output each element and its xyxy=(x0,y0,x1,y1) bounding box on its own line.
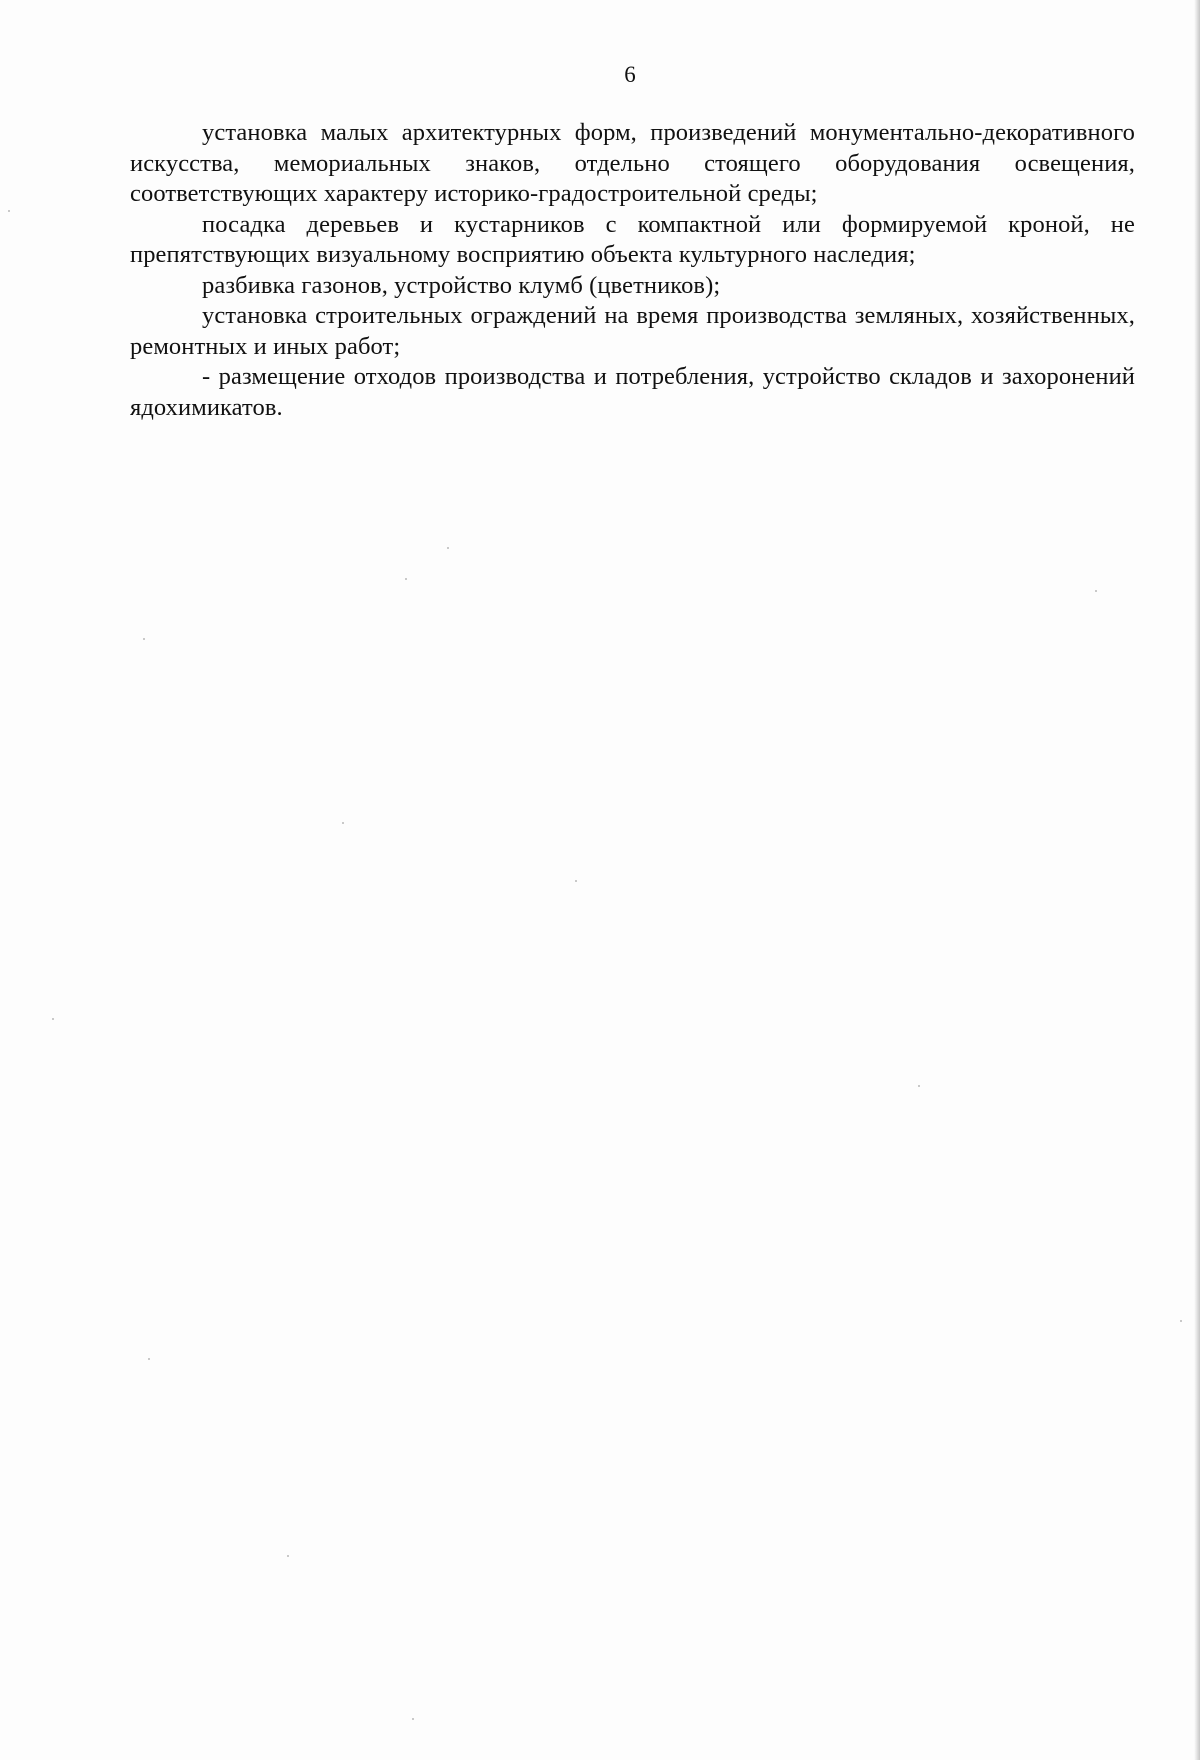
scan-edge-shadow xyxy=(1194,0,1200,1760)
scan-speck xyxy=(447,547,449,549)
scan-speck xyxy=(405,578,407,580)
document-body xyxy=(130,118,1135,423)
page-number: 6 xyxy=(624,62,636,87)
paragraph-tree-planting: посадка деревьев и кустарников с компактной или формируемой кроной, не препятствующих визуальному восприятию объекта культурного наследия; xyxy=(130,210,1135,268)
scan-speck xyxy=(1095,590,1097,592)
paragraph-waste-placement: - размещение отходов производства и потребления, устройство складов и захоронений ядохимикатов. xyxy=(130,363,1135,421)
scan-speck xyxy=(148,1358,150,1360)
scan-speck xyxy=(143,638,145,640)
scan-speck xyxy=(8,210,10,212)
paragraph-lawns-flowerbeds: разбивка газонов, устройство клумб (цветников); xyxy=(202,271,721,299)
scan-speck xyxy=(1180,1320,1182,1322)
scan-speck xyxy=(412,1718,414,1720)
paragraph-construction-fences: установка строительных ограждений на время производства земляных, хозяйственных, ремонтных и иных работ; xyxy=(130,302,1135,360)
scan-speck xyxy=(575,880,577,882)
scan-speck xyxy=(918,1085,920,1087)
scan-speck xyxy=(342,822,344,824)
paragraph-small-architectural-forms: установка малых архитектурных форм, произведений монументально-декоративного искусства, мемориальных знаков, отдельно стоящего оборудования освещения, соответствующих характеру историко-градостроительной среды; xyxy=(130,119,1135,207)
scan-speck xyxy=(287,1555,289,1557)
scan-speck xyxy=(52,1018,54,1020)
